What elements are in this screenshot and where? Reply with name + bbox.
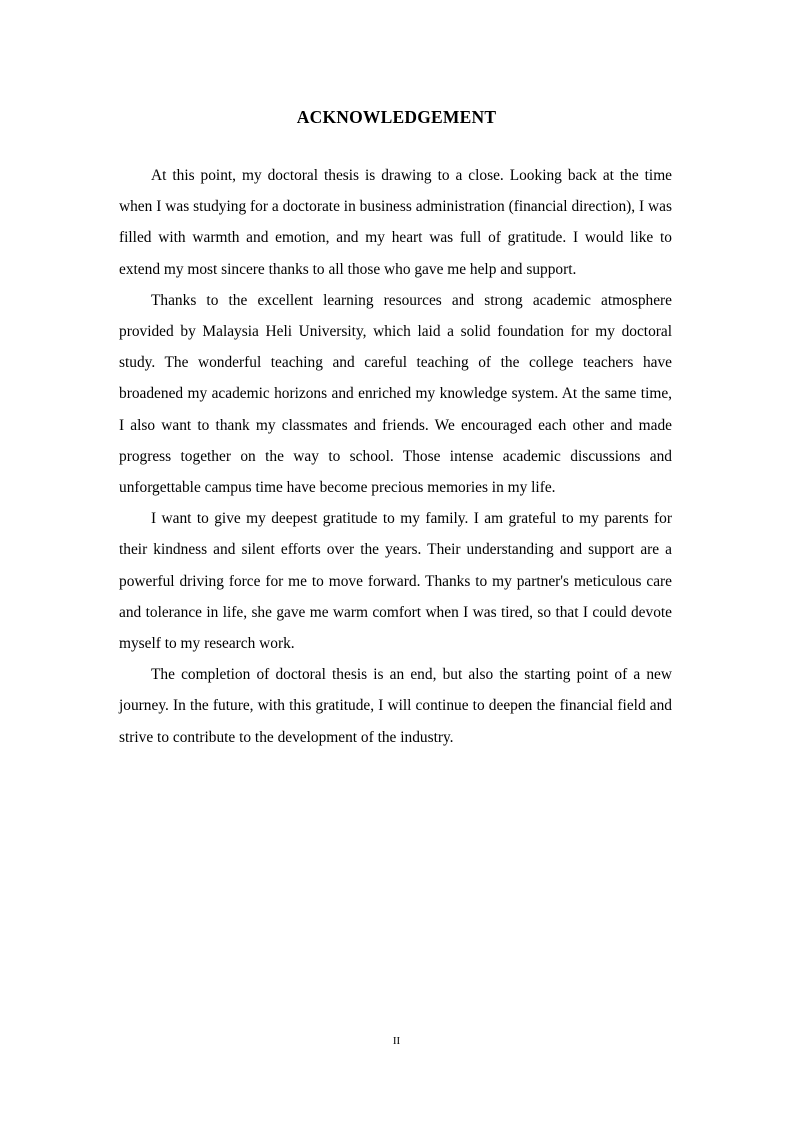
body-text	[119, 160, 672, 753]
paragraph-4: The completion of doctoral thesis is an end, but also the starting point of a new journey. In the future, with this gratitude, I will continue to deepen the financial field and strive to contribute to the development of the industry.	[119, 666, 672, 746]
paragraph-2: Thanks to the excellent learning resources and strong academic atmosphere provided by Malaysia Heli University, which laid a solid foundation for my doctoral study. The wonderful teaching and careful teaching of the college teachers have broadened my academic horizons and enriched my knowledge system. At the same time, I also want to thank my classmates and friends. We encouraged each other and made progress together on the way to school. Those intense academic discussions and unforgettable campus time have become precious memories in my life.	[119, 291, 672, 497]
page-number: II	[392, 1035, 401, 1047]
page-title: ACKNOWLEDGEMENT	[296, 107, 497, 127]
paragraph-1: At this point, my doctoral thesis is drawing to a close. Looking back at the time when I was studying for a doctorate in business administration (financial direction), I was filled with warmth and emotion, and my heart was full of gratitude. I would like to extend my most sincere thanks to all those who gave me help and support.	[119, 167, 672, 278]
paragraph-3: I want to give my deepest gratitude to my family. I am grateful to my parents for their kindness and silent efforts over the years. Their understanding and support are a powerful driving force for me to move forward. Thanks to my partner's meticulous care and tolerance in life, she gave me warm comfort when I was tired, so that I could devote myself to my research work.	[119, 510, 672, 653]
